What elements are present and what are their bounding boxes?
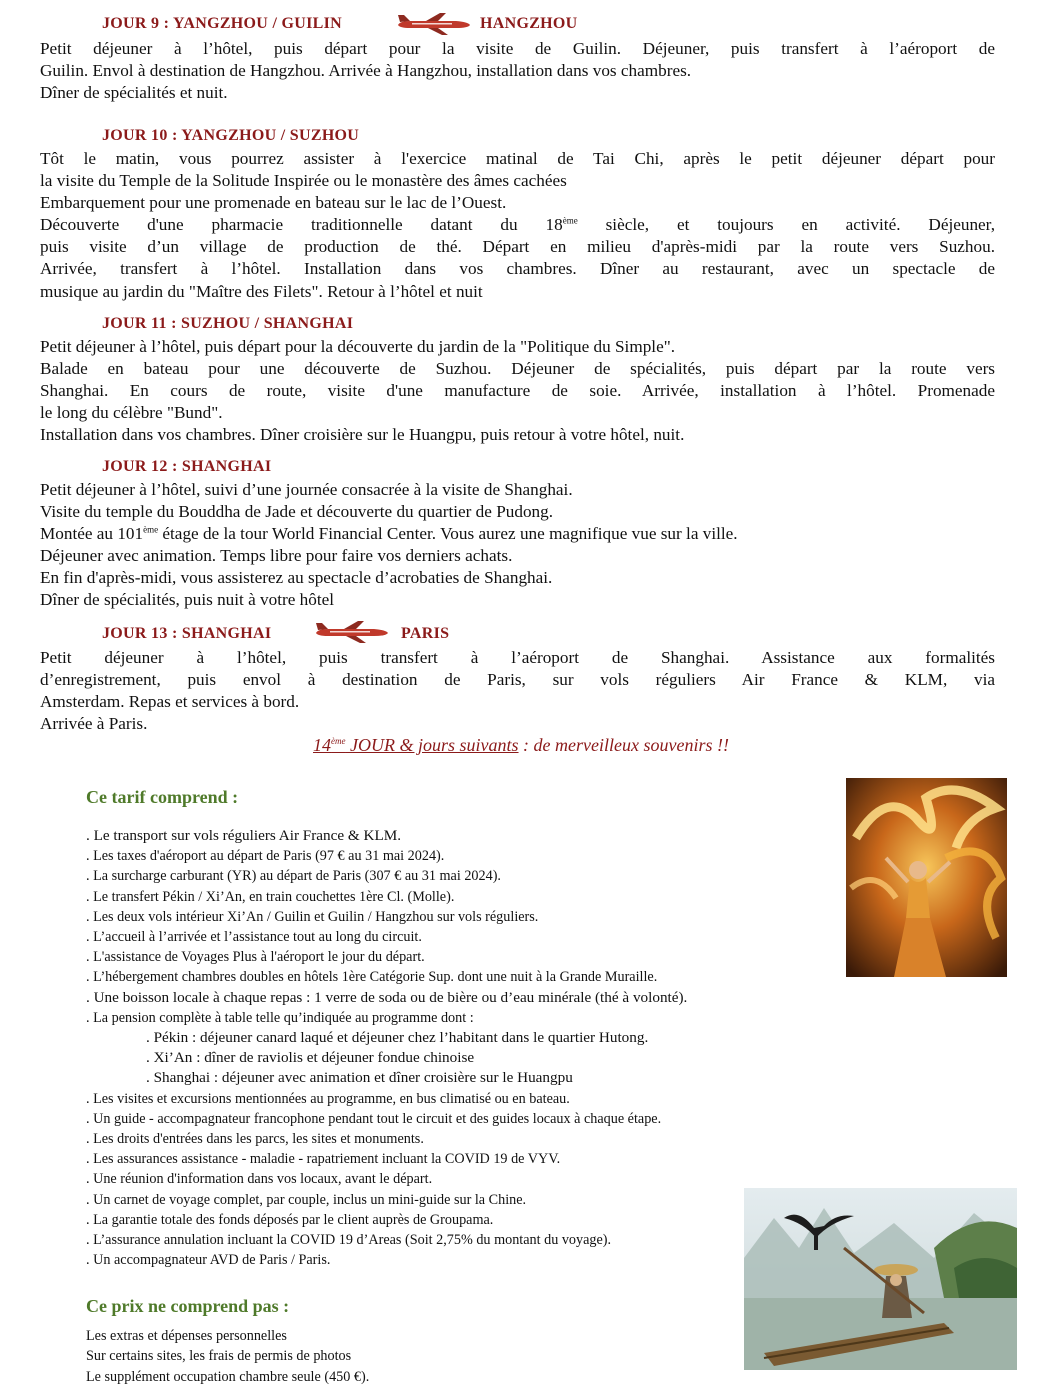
list-sub-item: . Xi’An : dîner de raviolis et déjeuner fondue chinoise xyxy=(146,1049,475,1067)
cormorant-fisherman-photo xyxy=(744,1188,1017,1370)
text-line: Arrivée à Paris. xyxy=(40,714,148,734)
text-line-with-superscript: Découverte d'une pharmacie traditionnelle datant du 18ème siècle, et toujours en activité. Déjeuner, xyxy=(40,215,995,235)
text-line: En fin d'après-midi, vous assisterez au spectacle d’acrobaties de Shanghai. xyxy=(40,568,553,588)
text-line: Dîner de spécialités et nuit. xyxy=(40,83,228,103)
excludes-heading: Ce prix ne comprend pas : xyxy=(86,1296,290,1316)
day-12-text xyxy=(40,479,995,612)
day-12-title: JOUR 12 : SHANGHAI xyxy=(102,458,272,475)
text-line: Dîner de spécialités, puis nuit à votre hôtel xyxy=(40,590,335,610)
list-item: . L’assurance annulation incluant la COVID 19 d’Areas (Soit 2,75% du montant du voyage). xyxy=(86,1232,612,1249)
text-line: Petit déjeuner à l’hôtel, puis départ pour la découverte du jardin de la "Politique du Simple". xyxy=(40,337,676,356)
list-item: . Les visites et excursions mentionnées au programme, en bus climatisé ou en bateau. xyxy=(86,1090,570,1107)
list-item: . Un guide - accompagnateur francophone pendant tout le circuit et des guides locaux à chaque étape. xyxy=(86,1110,662,1127)
list-item: . La surcharge carburant (YR) au départ de Paris (307 € au 31 mai 2024). xyxy=(86,868,501,885)
day-10-text xyxy=(40,148,995,303)
text-line: Embarquement pour une promenade en bateau sur le lac de l’Ouest. xyxy=(40,193,507,213)
list-item: . Le transport sur vols réguliers Air France & KLM. xyxy=(86,827,402,844)
airplane-icon xyxy=(396,13,472,35)
day-9-heading xyxy=(102,15,342,33)
day-14-underlined xyxy=(313,735,519,755)
ribbon-dancer-photo xyxy=(846,778,1007,977)
text-line: Balade en bateau pour une découverte de Suzhou. Déjeuner de spécialités, puis départ par la route vers xyxy=(40,359,995,379)
list-item: . Un accompagnateur AVD de Paris / Paris. xyxy=(86,1252,331,1269)
day-14-tagline xyxy=(0,735,1042,756)
day-9-destination xyxy=(480,15,578,33)
day-9-title: JOUR 9 : YANGZHOU / GUILIN xyxy=(102,15,342,32)
text-line: Amsterdam. Repas et services à bord. xyxy=(40,692,300,712)
day-10-heading xyxy=(102,127,359,145)
day-13-dest2: PARIS xyxy=(401,625,450,642)
text-line: Installation dans vos chambres. Dîner croisière sur le Huangpu, puis retour à votre hôtel, nuit. xyxy=(40,425,685,445)
text-line: Arrivée, transfert à l’hôtel. Installation dans vos chambres. Dîner au restaurant, avec un spectacle de xyxy=(40,259,995,279)
text-line: Tôt le matin, vous pourrez assister à l'exercice matinal de Tai Chi, après le petit déjeuner départ pour xyxy=(40,149,995,168)
list-item: . L’accueil à l’arrivée et l’assistance tout au long du circuit. xyxy=(86,929,422,946)
day-9-text xyxy=(40,38,995,104)
day-11-heading xyxy=(102,315,353,333)
day-13-text xyxy=(40,647,995,735)
list-item: . Les droits d'entrées dans les parcs, les sites et monuments. xyxy=(86,1131,424,1148)
list-item: Sur certains sites, les frais de permis de photos xyxy=(86,1348,352,1365)
text-line: d’enregistrement, puis envol à destination de Paris, sur vols réguliers Air France & KLM, via xyxy=(40,670,995,690)
text-line: musique au jardin du "Maître des Filets". Retour à l’hôtel et nuit xyxy=(40,281,483,301)
list-item: Le supplément occupation chambre seule (450 €). xyxy=(86,1368,370,1385)
text-line: Shanghai. En cours de route, visite d'une manufacture de soie. Arrivée, installation à l’hôtel. Promenade xyxy=(40,381,995,401)
list-item: . La garantie totale des fonds déposés par le client auprès de Groupama. xyxy=(86,1211,494,1228)
text-line: Petit déjeuner à l’hôtel, puis départ pour la visite de Guilin. Déjeuner, puis transfert à l’aéroport de xyxy=(40,39,995,58)
day-9-dest2: HANGZHOU xyxy=(480,15,578,32)
text-line: le long du célèbre "Bund". xyxy=(40,403,223,423)
day-13-title: JOUR 13 : SHANGHAI xyxy=(102,625,272,642)
text-line: Petit déjeuner à l’hôtel, suivi d’une journée consacrée à la visite de Shanghai. xyxy=(40,480,573,499)
airplane-icon xyxy=(314,621,390,643)
list-sub-item: . Shanghai : déjeuner avec animation et dîner croisière sur le Huangpu xyxy=(146,1069,573,1087)
includes-list xyxy=(86,826,687,1270)
day-11-title: JOUR 11 : SUZHOU / SHANGHAI xyxy=(102,315,354,332)
day-11-text xyxy=(40,336,995,446)
list-item: . Le transfert Pékin / Xi’An, en train couchettes 1ère Cl. (Molle). xyxy=(86,888,455,905)
text-line: Déjeuner avec animation. Temps libre pour faire vos derniers achats. xyxy=(40,546,513,566)
day-14-link-text: JOUR & jours suivants xyxy=(345,735,519,755)
day-14-number: 14 xyxy=(313,735,332,755)
day-13-destination xyxy=(401,625,449,643)
list-item: . Une boisson locale à chaque repas : 1 verre de soda ou de bière ou d’eau minérale (thé à volonté). xyxy=(86,988,688,1006)
day-12-heading xyxy=(102,458,271,476)
text-line: Petit déjeuner à l’hôtel, puis transfert à l’aéroport de Shanghai. Assistance aux formalités xyxy=(40,648,995,667)
list-item: . L'assistance de Voyages Plus à l'aéroport le jour du départ. xyxy=(86,949,425,966)
list-sub-item: . Pékin : déjeuner canard laqué et déjeuner chez l’habitant dans le quartier Hutong. xyxy=(146,1029,649,1047)
text-line: Visite du temple du Bouddha de Jade et découverte du quartier de Pudong. xyxy=(40,502,554,522)
includes-heading: Ce tarif comprend : xyxy=(86,787,239,807)
list-item: . Les assurances assistance - maladie - rapatriement incluant la COVID 19 de VYV. xyxy=(86,1151,561,1168)
list-item: . Un carnet de voyage complet, par couple, inclus un mini-guide sur la Chine. xyxy=(86,1191,527,1208)
day-14-superscript: ème xyxy=(331,736,346,746)
day-14-rest-text: : de merveilleux souvenirs !! xyxy=(518,735,729,755)
list-item: . Les taxes d'aéroport au départ de Paris (97 € au 31 mai 2024). xyxy=(86,848,445,865)
text-line: puis visite d’un village de production de thé. Départ en milieu d'après-midi par la route vers Suzhou. xyxy=(40,237,995,257)
list-item: . L’hébergement chambres doubles en hôtels 1ère Catégorie Sup. dont une nuit à la Grande Muraille. xyxy=(86,969,658,986)
list-item: . La pension complète à table telle qu’indiquée au programme dont : xyxy=(86,1009,474,1026)
day-13-heading xyxy=(102,625,271,643)
excludes-list xyxy=(86,1326,369,1387)
text-line: la visite du Temple de la Solitude Inspirée ou le monastère des âmes cachées xyxy=(40,171,567,191)
list-item: Les extras et dépenses personnelles xyxy=(86,1328,287,1344)
day-10-title: JOUR 10 : YANGZHOU / SUZHOU xyxy=(102,127,360,144)
text-line: Guilin. Envol à destination de Hangzhou. Arrivée à Hangzhou, installation dans vos chambres. xyxy=(40,61,692,81)
text-line-with-superscript: Montée au 101ème étage de la tour World Financial Center. Vous aurez une magnifique vue sur la ville. xyxy=(40,524,738,544)
list-item: . Les deux vols intérieur Xi’An / Guilin et Guilin / Hangzhou sur vols réguliers. xyxy=(86,908,539,925)
list-item: . Une réunion d'information dans vos locaux, avant le départ. xyxy=(86,1171,433,1188)
